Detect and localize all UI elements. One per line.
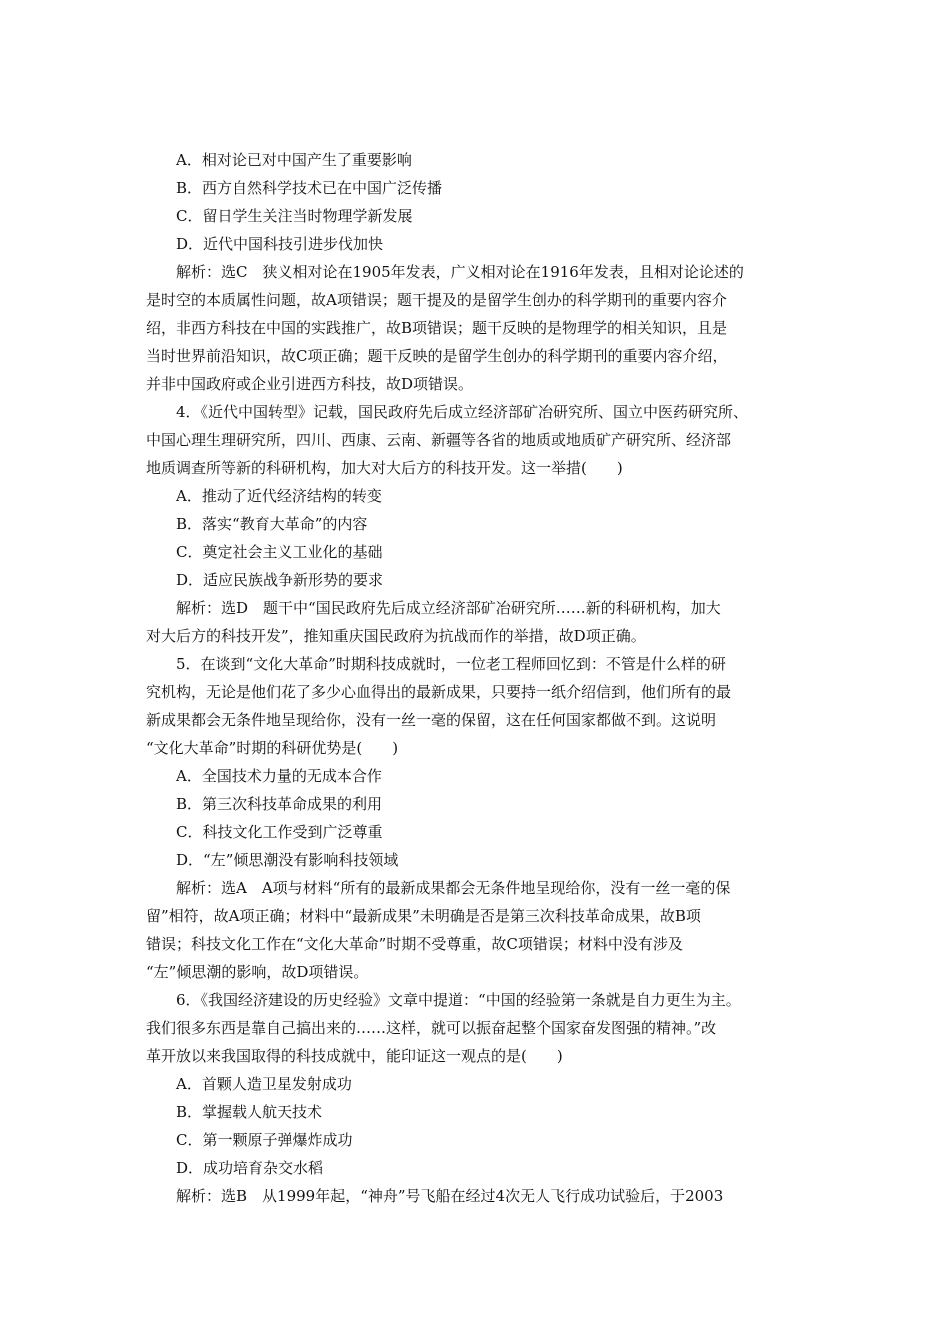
stem-line: 新成果都会无条件地呈现给你，没有一丝一毫的保留，这在任何国家都做不到。这说明 <box>146 711 717 729</box>
stem-line: 我们很多东西是靠自己搞出来的……这样，就可以振奋起整个国家奋发图强的精神。”改 <box>146 1019 717 1037</box>
option-a: A．全国技术力量的无成本合作 <box>176 767 382 785</box>
option-c: C．第一颗原子弹爆炸成功 <box>176 1131 353 1149</box>
analysis-line: 错误；科技文化工作在“文化大革命”时期不受尊重，故C项错误；材料中没有涉及 <box>146 935 683 953</box>
question-stem <box>146 398 810 482</box>
analysis-line: 解析：选C 狭义相对论在1905年发表，广义相对论在1916年发表，且相对论论述的 <box>176 263 744 281</box>
stem-line: 革开放以来我国取得的科技成就中，能印证这一观点的是( ) <box>146 1047 563 1065</box>
option-a: A．推动了近代经济结构的转变 <box>176 487 382 505</box>
analysis-line: “左”倾思潮的影响，故D项错误。 <box>146 963 369 981</box>
document-page <box>146 146 810 1210</box>
option-a: A．首颗人造卫星发射成功 <box>176 1075 352 1093</box>
analysis-line: 留”相符，故A项正确；材料中“最新成果”未明确是否是第三次科技革命成果，故B项 <box>146 907 701 925</box>
option-c: C．留日学生关注当时物理学新发展 <box>176 207 413 225</box>
option-d: D．“左”倾思潮没有影响科技领域 <box>176 851 399 869</box>
question-5 <box>146 650 810 986</box>
option-c: C．科技文化工作受到广泛尊重 <box>176 823 383 841</box>
option-b: B．西方自然科学技术已在中国广泛传播 <box>176 179 443 197</box>
question-stem <box>146 650 810 762</box>
stem-line: 地质调查所等新的科研机构，加大对大后方的科技开发。这一举措( ) <box>146 459 623 477</box>
option-d: D．近代中国科技引进步伐加快 <box>176 235 384 253</box>
analysis-line: 解析：选D 题干中“国民政府先后成立经济部矿冶研究所……新的科研机构，加大 <box>176 599 721 617</box>
analysis-line: 是时空的本质属性问题，故A项错误；题干提及的是留学生创办的科学期刊的重要内容介 <box>146 291 727 309</box>
option-a: A．相对论已对中国产生了重要影响 <box>176 151 412 169</box>
question-4 <box>146 398 810 650</box>
question-6 <box>146 986 810 1210</box>
analysis-line: 对大后方的科技开发”，推知重庆国民政府为抗战而作的举措，故D项正确。 <box>146 627 646 645</box>
question-3 <box>146 146 810 398</box>
option-b: B．落实“教育大革命”的内容 <box>176 515 368 533</box>
stem-line: 中国心理生理研究所，四川、西康、云南、新疆等各省的地质或地质矿产研究所、经济部 <box>146 431 732 449</box>
option-c: C．奠定社会主义工业化的基础 <box>176 543 383 561</box>
option-d: D．适应民族战争新形势的要求 <box>176 571 384 589</box>
analysis <box>146 258 810 398</box>
question-stem <box>146 986 810 1070</box>
analysis-line: 并非中国政府或企业引进西方科技，故D项错误。 <box>146 375 474 393</box>
stem-line: 4．《近代中国转型》记载，国民政府先后成立经济部矿冶研究所、国立中医药研究所、 <box>176 403 749 421</box>
stem-line: “文化大革命”时期的科研优势是( ) <box>146 739 399 757</box>
option-d: D．成功培育杂交水稻 <box>176 1159 324 1177</box>
analysis <box>146 594 810 650</box>
analysis-line: 当时世界前沿知识，故C项正确；题干反映的是留学生创办的科学期刊的重要内容介绍， <box>146 347 728 365</box>
analysis <box>146 874 810 986</box>
stem-line: 6．《我国经济建设的历史经验》文章中提道：“中国的经验第一条就是自力更生为主。 <box>176 991 741 1009</box>
stem-line: 5．在谈到“文化大革命”时期科技成就时，一位老工程师回忆到：不管是什么样的研 <box>176 655 726 673</box>
analysis <box>146 1182 810 1210</box>
analysis-line: 解析：选B 从1999年起，“神舟”号飞船在经过4次无人飞行成功试验后，于2003 <box>176 1187 724 1205</box>
option-b: B．第三次科技革命成果的利用 <box>176 795 383 813</box>
analysis-line: 绍，非西方科技在中国的实践推广，故B项错误；题干反映的是物理学的相关知识，且是 <box>146 319 728 337</box>
option-b: B．掌握载人航天技术 <box>176 1103 323 1121</box>
stem-line: 究机构，无论是他们花了多少心血得出的最新成果，只要持一纸介绍信到，他们所有的最 <box>146 683 732 701</box>
analysis-line: 解析：选A A项与材料“所有的最新成果都会无条件地呈现给你，没有一丝一毫的保 <box>176 879 731 897</box>
